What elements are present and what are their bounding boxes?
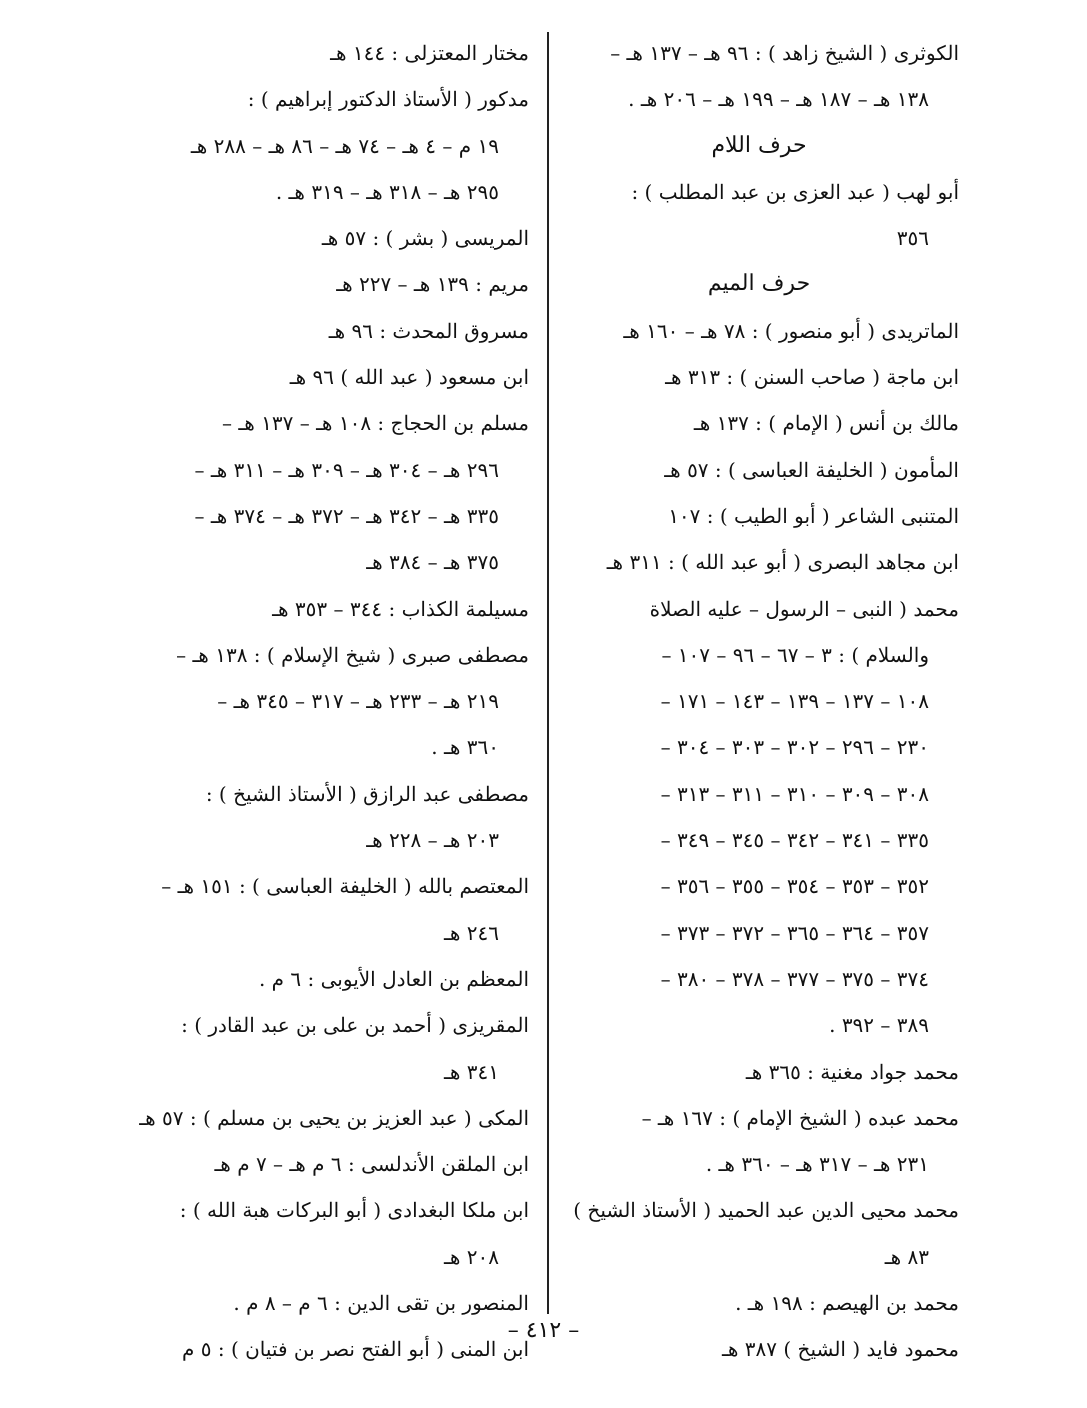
index-entry: المعتصم بالله ( الخليفة العباسى ) : ١٥١ هـ – <box>161 874 529 899</box>
section-heading: حرف اللام <box>711 132 807 158</box>
index-entry-continuation: ٢٣٠ – ٢٩٦ – ٣٠٢ – ٣٠٣ – ٣٠٤ – <box>660 735 929 760</box>
index-entry: الكوثرى ( الشيخ زاهد ) : ٩٦ هـ – ١٣٧ هـ – <box>610 41 959 65</box>
index-entry: ابن المنى ( أبو الفتح نصر بن فتيان ) : ٥ م <box>182 1337 529 1362</box>
index-entry: محمد عبده ( الشيخ الإمام ) : ١٦٧ هـ – <box>641 1105 959 1130</box>
index-entry: مريم : ١٣٩ هـ – ٢٢٧ هـ <box>336 272 529 297</box>
index-entry: ابن ملكا البغدادى ( أبو البركات هبة الله ) : <box>179 1198 529 1223</box>
index-entry: مسيلمة الكذاب : ٣٤٤ – ٣٥٣ هـ <box>272 596 529 621</box>
index-entry-continuation: ٣٥٦ <box>896 226 929 251</box>
index-entry: مصطفى عبد الرازق ( الأستاذ الشيخ ) : <box>205 781 529 806</box>
index-entry: ابن مسعود ( عبد الله ) ٩٦ هـ <box>289 365 529 390</box>
index-entry: المقريزى ( أحمد بن على بن عبد القادر ) : <box>181 1013 529 1038</box>
index-entry: محمد جواد مغنية : ٣٦٥ هـ <box>745 1059 959 1084</box>
index-column-left <box>119 30 529 1373</box>
index-entry: المتنبى الشاعر ( أبو الطيب ) : ١٠٧ <box>668 503 959 528</box>
index-entry: محمد ( النبى – الرسول – عليه الصلاة <box>649 596 959 621</box>
index-entry: مسروق المحدث : ٩٦ هـ <box>328 318 529 343</box>
index-entry: المأمون ( الخليفة العباسى ) : ٥٧ هـ <box>664 457 959 482</box>
index-entry: مصطفى صبرى ( شيخ الإسلام ) : ١٣٨ هـ – <box>176 642 529 667</box>
index-entry: المريسى ( بشر ) : ٥٧ هـ <box>321 226 529 251</box>
index-entry-continuation: ٣٤١ هـ <box>444 1059 499 1084</box>
index-entry-continuation: ٣٨٩ – ٣٩٢ . <box>829 1013 929 1038</box>
index-entry-continuation: ٢٠٣ هـ – ٢٢٨ هـ <box>366 828 499 853</box>
index-entry-continuation: ٨٣ هـ <box>884 1244 929 1269</box>
index-entry-continuation: ٣٧٤ – ٣٧٥ – ٣٧٧ – ٣٧٨ – ٣٨٠ – <box>660 966 929 991</box>
index-entry: المنصور بن تقى الدين : ٦ م – ٨ م . <box>233 1291 529 1316</box>
page-number: – ٤١٢ – <box>507 1318 580 1343</box>
index-entry-continuation: ٢٩٥ هـ – ٣١٨ هـ – ٣١٩ هـ . <box>275 179 499 204</box>
index-entry-continuation: ١٣٨ هـ – ١٨٧ هـ – ١٩٩ هـ – ٢٠٦ هـ . <box>628 87 929 112</box>
index-entry: ابن ماجة ( صاحب السنن ) : ٣١٣ هـ <box>665 365 959 390</box>
index-entry: محمد محيى الدين عبد الحميد ( الأستاذ الشيخ ) <box>573 1198 959 1223</box>
index-column-right <box>559 30 959 1373</box>
index-entry-continuation: ٢٠٨ هـ <box>444 1244 499 1269</box>
section-heading: حرف الميم <box>707 271 811 297</box>
index-entry: محمد بن الهيصم : ١٩٨ هـ . <box>735 1291 959 1316</box>
index-entry: مالك بن أنس ( الإمام ) : ١٣٧ هـ <box>693 411 959 436</box>
index-entry: الماتريدى ( أبو منصور ) : ٧٨ هـ – ١٦٠ هـ <box>623 318 959 343</box>
index-entry-continuation: ٢٤٦ هـ <box>444 920 499 945</box>
index-entry: محمود فايد ( الشيخ ) ٣٨٧ هـ <box>722 1337 959 1362</box>
index-entry-continuation: والسلام ) : ٣ – ٦٧ – ٩٦ – ١٠٧ – <box>661 642 929 667</box>
index-entry: أبو لهب ( عبد العزى بن عبد المطلب ) : <box>631 179 959 204</box>
index-entry: ابن الملقن الأندلسى : ٦ م هـ – ٧ م هـ <box>214 1152 529 1177</box>
index-entry: مسلم بن الحجاج : ١٠٨ هـ – ١٣٧ هـ – <box>222 411 529 436</box>
index-entry-continuation: ٣٣٥ هـ – ٣٤٢ هـ – ٣٧٢ هـ – ٣٧٤ هـ – <box>194 503 499 528</box>
index-entry-continuation: ١٩ م – ٤ هـ – ٧٤ هـ – ٨٦ هـ – ٢٨٨ هـ <box>190 133 499 158</box>
index-entry-continuation: ١٠٨ – ١٣٧ – ١٣٩ – ١٤٣ – ١٧١ – <box>660 689 929 714</box>
index-entry-continuation: ٣٠٨ – ٣٠٩ – ٣١٠ – ٣١١ – ٣١٣ – <box>660 781 929 806</box>
index-entry: مختار المعتزلى : ١٤٤ هـ <box>330 41 529 65</box>
index-entry: ابن مجاهد البصرى ( أبو عبد الله ) : ٣١١ هـ <box>606 550 959 575</box>
index-entry-continuation: ٢١٩ هـ – ٢٣٣ هـ – ٣١٧ – ٣٤٥ هـ – <box>217 689 499 714</box>
index-entry-continuation: ٢٣١ هـ – ٣١٧ هـ – ٣٦٠ هـ . <box>705 1152 929 1177</box>
index-entry: المعظم بن العادل الأيوبى : ٦ م . <box>258 966 529 991</box>
column-divider <box>547 32 549 1314</box>
index-entry: المكى ( عبد العزيز بن يحيى بن مسلم ) : ٥٧ هـ <box>139 1105 529 1130</box>
index-entry-continuation: ٣٥٢ – ٣٥٣ – ٣٥٤ – ٣٥٥ – ٣٥٦ – <box>660 874 929 899</box>
index-entry-continuation: ٣٣٥ – ٣٤١ – ٣٤٢ – ٣٤٥ – ٣٤٩ – <box>660 828 929 853</box>
index-entry-continuation: ٣٦٠ هـ . <box>431 735 499 760</box>
index-entry-continuation: ٢٩٦ هـ – ٣٠٤ هـ – ٣٠٩ هـ – ٣١١ هـ – <box>194 457 499 482</box>
index-entry-continuation: ٣٧٥ هـ – ٣٨٤ هـ <box>366 550 499 575</box>
index-entry-continuation: ٣٥٧ – ٣٦٤ – ٣٦٥ – ٣٧٢ – ٣٧٣ – <box>660 920 929 945</box>
index-entry: مدكور ( الأستاذ الدكتور إبراهيم ) : <box>247 87 529 112</box>
